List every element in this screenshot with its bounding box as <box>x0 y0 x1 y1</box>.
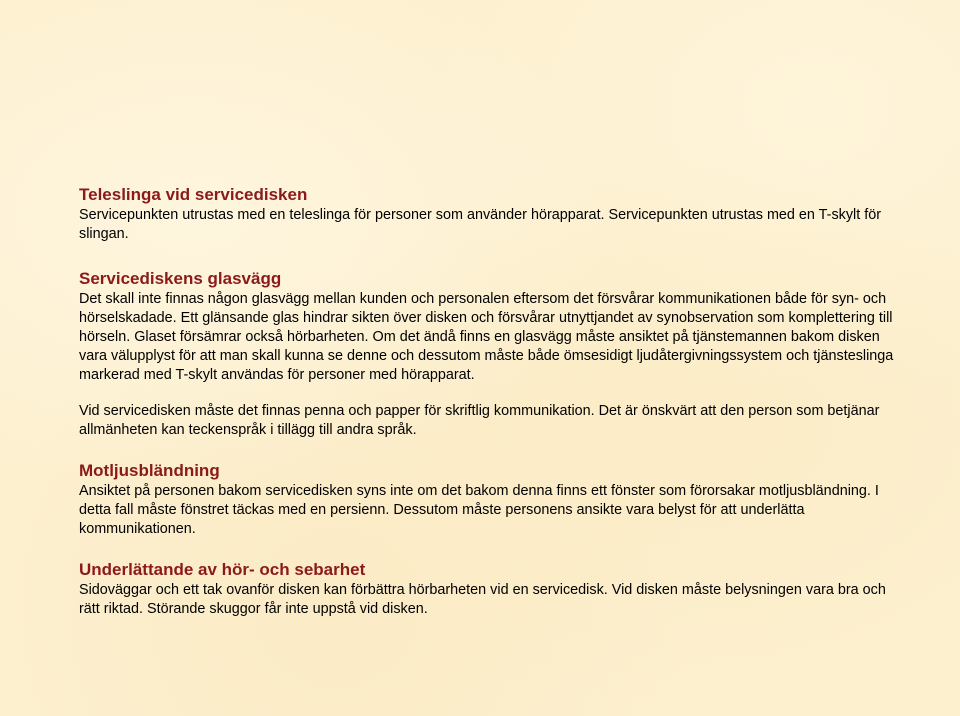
section-heading: Servicediskens glasvägg <box>79 269 282 288</box>
section-heading: Motljusbländning <box>79 461 220 480</box>
section-paragraph: Vid servicedisken måste det finnas penna och papper för skriftlig kommunikation. Det är önskvärt att den person som betjänar allmänheten kan teckenspråk i tillägg till andra språk. <box>79 403 880 438</box>
section-paragraph: Sidoväggar och ett tak ovanför disken kan förbättra hörbarheten vid en servicedisk. Vid disken måste belysningen vara bra och rätt riktad. Störande skuggor får inte uppstå vid disken. <box>79 582 886 617</box>
section-paragraph: Ansiktet på personen bakom servicedisken syns inte om det bakom denna finns ett fönster som förorsakar motljusbländning. I detta fall måste fönstret täckas med en persienn. Dessutom måste personens ansikte vara belyst för att underlätta kommunikationen. <box>79 483 879 537</box>
section-teleslinga <box>79 184 909 244</box>
section-glasvagg <box>79 268 909 440</box>
section-motljusblandning <box>79 460 909 539</box>
section-hor-och-sebarhet <box>79 559 909 619</box>
section-paragraph: Det skall inte finnas någon glasvägg mellan kunden och personalen eftersom det försvårar kommunikationen både för syn- och hörselskadade. Ett glänsande glas hindrar sikten över disken och försvårar utnyttjandet av synobservation som komplettering till hörseln. Glaset försämrar också hörbarheten. Om det ändå finns en glasvägg måste ansiktet på tjänstemannen bakom disken vara välupplyst för att man skall kunna se denne och dessutom måste både ömsesidigt ljudåtergivningssystem och tjänsteslinga markerad med T-skylt användas för personer med hörapparat. <box>79 291 894 383</box>
section-heading: Teleslinga vid servicedisken <box>79 185 308 204</box>
document-body <box>79 184 909 619</box>
section-heading: Underlättande av hör- och sebarhet <box>79 560 366 579</box>
section-paragraph: Servicepunkten utrustas med en teleslinga för personer som använder hörapparat. Servicepunkten utrustas med en T-skylt för slingan. <box>79 207 882 242</box>
